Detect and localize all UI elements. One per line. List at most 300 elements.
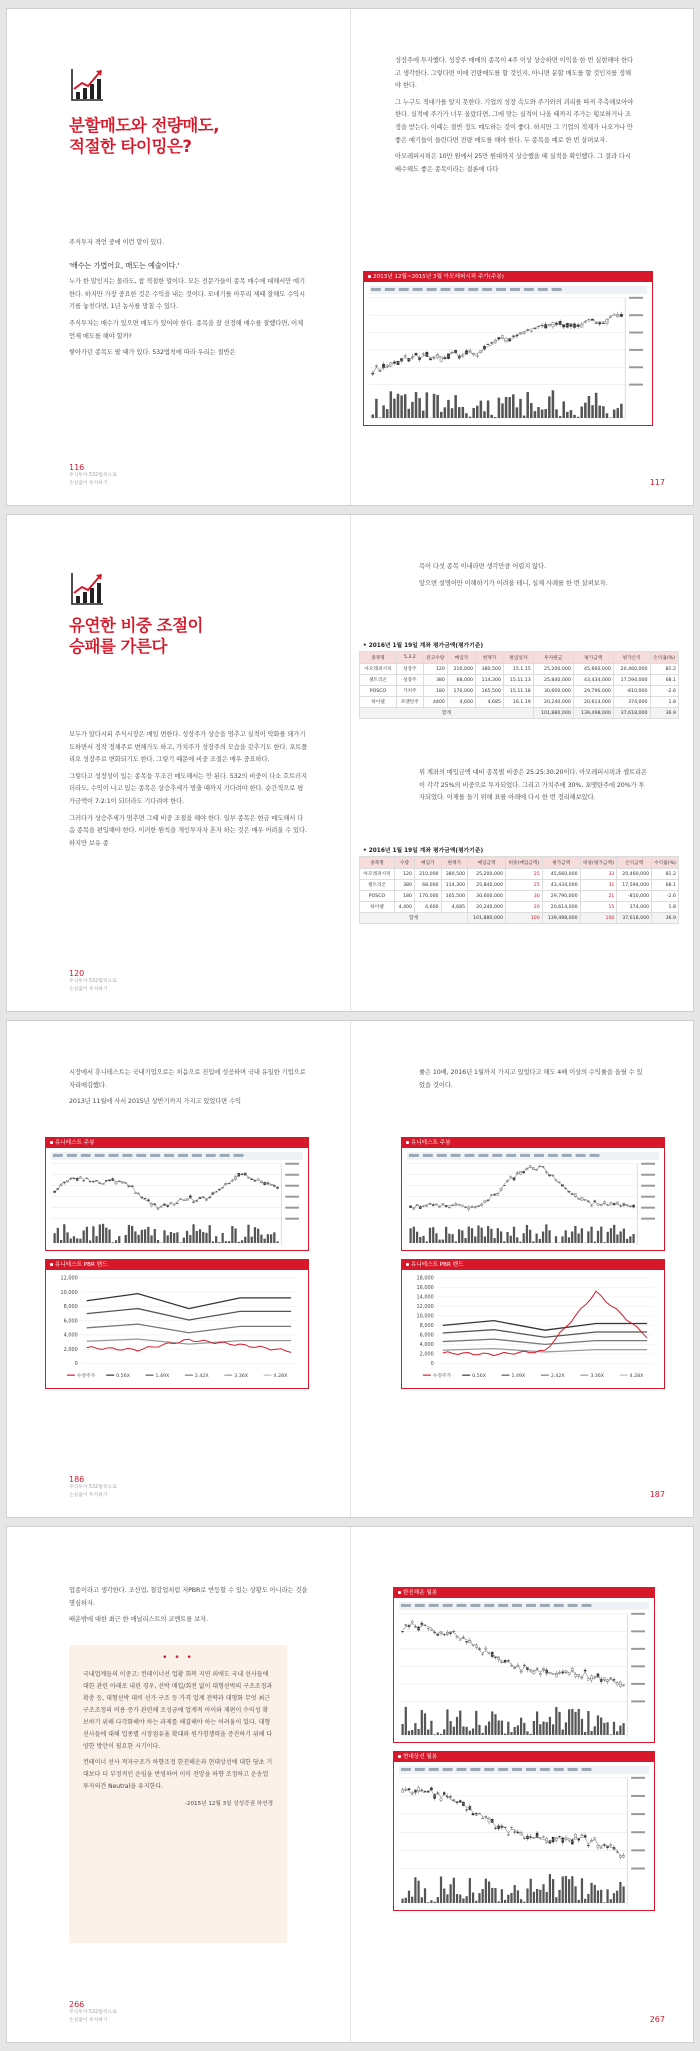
volume-bar bbox=[573, 415, 576, 418]
volume-bar bbox=[170, 1232, 172, 1243]
candle-body bbox=[426, 1206, 428, 1207]
volume-bar bbox=[510, 1732, 512, 1735]
volume-bar bbox=[590, 1883, 592, 1903]
paragraph: 쌓아가던 종목도 팔 때가 있다. 532법칙에 따라 우리는 절반은 bbox=[69, 349, 236, 357]
pbr-band-figure bbox=[45, 1259, 309, 1389]
table-cell: 4,685 bbox=[441, 902, 468, 913]
table-row bbox=[360, 664, 679, 675]
toolbar-item bbox=[524, 288, 534, 291]
volume-bar bbox=[461, 1230, 463, 1243]
rising-chart-icon bbox=[69, 571, 105, 607]
volume-bar bbox=[626, 1239, 628, 1243]
volume-bar bbox=[520, 1718, 522, 1735]
toolbar-item bbox=[164, 1154, 174, 1157]
table-cell: 15.1.15 bbox=[503, 664, 533, 675]
legend-label: 1.49X bbox=[511, 1373, 526, 1379]
paragraph: 배운밖에 대한 최근 한 애널리스트의 코멘트를 보자. bbox=[69, 1616, 208, 1624]
toolbar-item bbox=[437, 1154, 447, 1157]
table-cell: 20,240,000 bbox=[468, 902, 506, 913]
candle-body bbox=[512, 336, 515, 337]
volume-bar bbox=[450, 1884, 452, 1903]
candle-body bbox=[594, 1201, 596, 1202]
volume-bar bbox=[231, 1226, 233, 1243]
price-tick bbox=[641, 1218, 655, 1220]
y-tick-label: 6,000 bbox=[63, 1318, 78, 1325]
volume-bar bbox=[616, 1891, 618, 1903]
paragraph: 아모레퍼시픽은 10만 원에서 25만 원대까지 상승했을 때 실적을 확인했다. 그 결과 다시 배수해도 좋은 종목이라는 결론에 다다 bbox=[395, 153, 631, 173]
volume-bar bbox=[565, 1230, 567, 1243]
toolbar-item bbox=[178, 1154, 188, 1157]
volume-bar bbox=[571, 1876, 573, 1903]
table-cell: 30 bbox=[505, 891, 542, 902]
volume-bar bbox=[523, 416, 526, 418]
paragraph: 그렇다고 성장성이 있는 종목을 무조건 매도해서는 안 된다. 532의 비중이 다소 흐트러지더라도, 수익이 나고 있는 종목은 상승추세가 멈출 때까지 기다려야 한다. 순간적으로 평가금액이 7:2:1이 되더라도 기다려야 한다. bbox=[69, 772, 307, 805]
volume-bar bbox=[598, 406, 601, 418]
volume-bar bbox=[493, 1238, 495, 1243]
volume-bar bbox=[609, 418, 612, 419]
candle-body bbox=[622, 1855, 624, 1857]
volume-bar bbox=[79, 1239, 81, 1243]
volume-bar bbox=[482, 1733, 484, 1735]
volume-bar bbox=[487, 1226, 489, 1243]
toolbar-item bbox=[568, 1768, 578, 1771]
volume-bar bbox=[276, 1241, 278, 1243]
legend-label: 3.36X bbox=[590, 1373, 605, 1379]
toolbar-item bbox=[53, 1154, 63, 1157]
table-cell: 81.2 bbox=[650, 664, 679, 675]
price-tick bbox=[641, 1196, 655, 1198]
stock-chart-figure bbox=[363, 271, 653, 426]
volume-bar bbox=[437, 1732, 439, 1735]
table-cell: 165,500 bbox=[441, 891, 468, 902]
toolbar-item bbox=[371, 288, 381, 291]
volume-bar bbox=[504, 1734, 506, 1735]
stock-chart-figure bbox=[45, 1137, 309, 1251]
volume-bar bbox=[616, 1235, 618, 1244]
table-cell: -2.6 bbox=[650, 686, 679, 697]
volume-bar bbox=[570, 410, 573, 418]
volume-bar bbox=[549, 1717, 551, 1735]
y-tick-label: 6,000 bbox=[419, 1332, 434, 1339]
volume-bar bbox=[414, 1723, 416, 1735]
volume-bar bbox=[519, 399, 522, 418]
candle-body bbox=[510, 1827, 512, 1828]
volume-bar bbox=[548, 396, 551, 418]
volume-bar bbox=[209, 1225, 211, 1243]
volume-bar bbox=[408, 1891, 410, 1903]
volume-bar bbox=[429, 1228, 431, 1243]
volume-bar bbox=[487, 400, 490, 418]
moving-average-line bbox=[373, 315, 622, 374]
volume-bar bbox=[587, 1231, 589, 1243]
spread-186-187 bbox=[6, 1020, 694, 1518]
paragraph: 모두가 알다시피 주식시장은 매일 변한다. 성장주가 상승을 멈추고 실적이 악화를 돼가기도하면서 정작 정체주로 변해가도 하고, 가치주가 성장주의 모습을 갖추기도 한다. 포트폴리오 성장주로 변화되기도 한다. 그렇기 때문에 비중 조절은 매우 중요하다. bbox=[69, 731, 308, 764]
volume-bar bbox=[426, 392, 429, 418]
volume-bar bbox=[404, 394, 407, 418]
volume-bar bbox=[512, 394, 515, 418]
toolbar-item bbox=[454, 288, 464, 291]
volume-bar bbox=[92, 1226, 94, 1243]
body-text bbox=[69, 729, 309, 854]
toolbar-item bbox=[192, 1154, 202, 1157]
table-cell: 4400 bbox=[423, 697, 447, 708]
volume-bar bbox=[533, 1892, 535, 1903]
toolbar-item bbox=[451, 1154, 461, 1157]
table-cell: 30,600,000 bbox=[533, 686, 573, 697]
table-cell: 114,300 bbox=[475, 675, 503, 686]
candle-body bbox=[440, 1799, 442, 1800]
volume-bar bbox=[523, 1723, 525, 1735]
table-cell: 120 bbox=[423, 664, 447, 675]
price-tick bbox=[629, 314, 643, 316]
candle-body bbox=[459, 1640, 461, 1641]
volume-bar bbox=[581, 1719, 583, 1735]
volume-bar bbox=[488, 1882, 490, 1903]
volume-bar bbox=[411, 1730, 413, 1735]
candlestick-chart bbox=[399, 1602, 649, 1737]
volume-bar bbox=[444, 407, 447, 418]
volume-bar bbox=[413, 1227, 415, 1243]
volume-bar bbox=[447, 400, 450, 418]
candle-body bbox=[510, 1177, 512, 1178]
volume-bar bbox=[458, 1229, 460, 1243]
table-cell: 180 bbox=[394, 891, 414, 902]
volume-bar bbox=[485, 1725, 487, 1735]
volume-bar bbox=[450, 1721, 452, 1735]
table-cell: 하이델 bbox=[360, 697, 397, 708]
volume-bar bbox=[574, 1712, 576, 1735]
candle-body bbox=[482, 1654, 484, 1655]
candle-body bbox=[254, 1181, 256, 1182]
candle-body bbox=[587, 1679, 589, 1681]
volume-bar bbox=[498, 1720, 500, 1735]
volume-bar bbox=[597, 1890, 599, 1903]
volume-bar bbox=[430, 1900, 432, 1903]
table-header: 잔고수량 bbox=[423, 652, 447, 664]
table-cell: 43,434,000 bbox=[573, 675, 613, 686]
volume-bar bbox=[440, 412, 443, 418]
table-cell: 17,594,000 bbox=[613, 675, 650, 686]
toolbar-item bbox=[465, 1154, 475, 1157]
candle-body bbox=[619, 1856, 621, 1857]
volume-bar bbox=[186, 1231, 188, 1243]
volume-bar bbox=[530, 1734, 532, 1735]
toolbar-item bbox=[415, 1604, 425, 1607]
volume-bar bbox=[430, 1721, 432, 1735]
candle-body bbox=[594, 1837, 596, 1839]
candle-body bbox=[450, 1797, 452, 1798]
volume-bar bbox=[491, 1711, 493, 1735]
volume-bar bbox=[53, 1233, 55, 1243]
volume-bar bbox=[379, 417, 382, 418]
y-tick-label: 10,000 bbox=[60, 1289, 78, 1296]
table-cell: 68,000 bbox=[415, 880, 442, 891]
volume-bar bbox=[218, 1242, 220, 1243]
volume-bar bbox=[414, 1877, 416, 1903]
table-cell: 아모레퍼시픽 bbox=[360, 869, 395, 880]
volume-bar bbox=[498, 398, 501, 418]
candle-body bbox=[401, 1631, 403, 1632]
toolbar-item bbox=[498, 1768, 508, 1771]
legend-label: 2.42X bbox=[194, 1373, 209, 1379]
candle-body bbox=[577, 325, 580, 327]
table-cell: 20,460,000 bbox=[613, 664, 650, 675]
toolbar-item bbox=[443, 1768, 453, 1771]
volume-bar bbox=[433, 394, 436, 418]
candle-body bbox=[597, 1846, 599, 1848]
volume-bar bbox=[458, 407, 461, 418]
table-cell: 성장주 bbox=[397, 664, 424, 675]
table-header: 현재가 bbox=[475, 652, 503, 664]
volume-bar bbox=[477, 1226, 479, 1244]
volume-bar bbox=[401, 1899, 403, 1903]
volume-bar bbox=[565, 1722, 567, 1735]
volume-bar bbox=[436, 395, 439, 418]
volume-bar bbox=[125, 1235, 127, 1243]
volume-bar bbox=[471, 1228, 473, 1243]
table-cell: 31 bbox=[580, 880, 617, 891]
volume-bar bbox=[552, 1879, 554, 1903]
candle-body bbox=[405, 1625, 407, 1626]
volume-bar bbox=[606, 1889, 608, 1903]
volume-bar bbox=[490, 415, 493, 418]
volume-bar bbox=[440, 1877, 442, 1904]
volume-bar bbox=[453, 1878, 455, 1903]
table-cell: 45,660,000 bbox=[573, 664, 613, 675]
volume-bar bbox=[225, 1241, 227, 1243]
volume-bar bbox=[494, 417, 497, 418]
volume-bar bbox=[273, 1232, 275, 1243]
legend-label: 4.28X bbox=[629, 1373, 644, 1379]
volume-bar bbox=[446, 1894, 448, 1903]
volume-bar bbox=[76, 1238, 78, 1243]
volume-bar bbox=[507, 1895, 509, 1903]
volume-bar bbox=[173, 1233, 175, 1243]
volume-bar bbox=[622, 1723, 624, 1735]
price-tick bbox=[631, 1630, 645, 1632]
volume-bar bbox=[555, 1707, 557, 1735]
table-cell: 1.8 bbox=[650, 697, 679, 708]
volume-bar bbox=[118, 1236, 120, 1243]
volume-bar bbox=[215, 1236, 217, 1243]
volume-bar bbox=[588, 396, 591, 418]
table-header: 종목명 bbox=[360, 857, 395, 869]
volume-bar bbox=[427, 1902, 429, 1903]
y-tick-label: 8,000 bbox=[63, 1304, 78, 1311]
candle-body bbox=[443, 1792, 445, 1794]
toolbar-item bbox=[67, 1154, 77, 1157]
volume-bar bbox=[523, 1233, 525, 1243]
volume-bar bbox=[163, 1230, 165, 1243]
folio: 267 bbox=[649, 2015, 665, 2024]
volume-bar bbox=[476, 406, 479, 418]
candlestick-chart bbox=[399, 1766, 649, 1905]
candle-body bbox=[429, 1203, 431, 1204]
volume-bar bbox=[469, 1878, 471, 1903]
volume-bar bbox=[483, 411, 486, 418]
volume-bar bbox=[533, 1721, 535, 1735]
volume-bar bbox=[468, 1227, 470, 1243]
table-cell: 20,240,000 bbox=[533, 697, 573, 708]
volume-bar bbox=[519, 1242, 521, 1243]
candle-body bbox=[600, 1848, 602, 1849]
toolbar-item bbox=[590, 1154, 600, 1157]
candle-body bbox=[450, 1633, 452, 1634]
volume-bar bbox=[561, 1236, 563, 1243]
volume-bar bbox=[408, 409, 411, 418]
volume-bar bbox=[610, 1734, 612, 1735]
volume-bar bbox=[508, 397, 511, 418]
volume-bar bbox=[451, 408, 454, 418]
table-cell: 4,600 bbox=[447, 697, 475, 708]
volume-bar bbox=[478, 1893, 480, 1903]
candle-body bbox=[555, 323, 558, 324]
paragraph: 그 누구도 적대가를 알지 못한다. 기업의 성장 속도와 주가와의 괴리를 따져 추측해보아야 한다. 실적에 주가가 너무 올랐다면, 그에 맞는 실적이 나올 때까지 주가는 횡보하거나 조정을 받는다. 이때는 절반 정도 매도하는 것이 좋다. 하지만 그 기업의 적재가 나오거나 안 좋은 얘기들이 들린다면 전량 매도를 해야 한다. 두 종목을 예로 한 번 살펴보자. bbox=[395, 98, 634, 144]
toolbar-item bbox=[385, 288, 395, 291]
volume-bar bbox=[475, 1711, 477, 1735]
paragraph: 업종이라고 생각한다. 조선업, 철강업처럼 저PBR로 반등할 수 있는 상황도 아니라는 것을 명심하자. bbox=[69, 1587, 308, 1607]
candle-body bbox=[442, 1203, 444, 1204]
paragraph: 주식투자는 매수가 있으면 매도가 있어야 한다. 종목을 잘 선정해 매수를 잘했다면, 이제 언제 매도를 해야 할까? bbox=[69, 319, 304, 340]
volume-bar bbox=[115, 1240, 117, 1243]
price-tick bbox=[285, 1196, 299, 1198]
pbr-band-line bbox=[87, 1339, 291, 1344]
volume-bar bbox=[372, 414, 375, 418]
volume-bar bbox=[544, 409, 547, 418]
volume-bar bbox=[451, 1234, 453, 1243]
table-header: 5.3.2 bbox=[397, 652, 424, 664]
volume-bar bbox=[591, 405, 594, 418]
volume-bar bbox=[137, 1235, 139, 1243]
volume-bar bbox=[587, 1711, 589, 1735]
volume-bar bbox=[541, 409, 544, 418]
volume-bar bbox=[590, 1731, 592, 1735]
paragraph: 앞으면 설명이만 이해하기가 어려울 테니, 실제 사례를 한 번 살펴보자. bbox=[419, 579, 608, 587]
candle-body bbox=[523, 1665, 525, 1666]
candle-body bbox=[427, 1628, 429, 1629]
price-tick bbox=[285, 1207, 299, 1209]
volume-bar bbox=[456, 1717, 458, 1735]
price-tick bbox=[629, 349, 643, 351]
volume-bar bbox=[594, 1885, 596, 1903]
y-tick-label: 12,000 bbox=[60, 1275, 78, 1282]
toolbar-item bbox=[109, 1154, 119, 1157]
candlestick-chart bbox=[407, 1152, 659, 1245]
toolbar-item bbox=[468, 288, 478, 291]
y-tick-label: 0 bbox=[430, 1361, 434, 1368]
toolbar-item bbox=[150, 1154, 160, 1157]
page-116 bbox=[7, 9, 351, 505]
volume-bar bbox=[442, 1240, 444, 1243]
table-row bbox=[360, 880, 679, 891]
volume-bar bbox=[397, 394, 400, 418]
volume-bar bbox=[607, 1232, 609, 1243]
table-row bbox=[360, 902, 679, 913]
toolbar-item bbox=[470, 1768, 480, 1771]
volume-bar bbox=[400, 395, 403, 418]
volume-bar bbox=[536, 1711, 538, 1735]
volume-bar bbox=[491, 1888, 493, 1903]
candle-body bbox=[176, 1203, 178, 1204]
body-text bbox=[419, 561, 647, 594]
table-cell: 33 bbox=[580, 869, 617, 880]
toolbar-item bbox=[526, 1768, 536, 1771]
volume-bar bbox=[594, 1726, 596, 1735]
volume-bar bbox=[443, 1729, 445, 1735]
volume-bar bbox=[183, 1238, 185, 1243]
price-tick bbox=[641, 1174, 655, 1176]
legend-label: 0.56X bbox=[116, 1373, 130, 1379]
volume-bar bbox=[526, 1731, 528, 1735]
price-tick bbox=[631, 1648, 645, 1650]
volume-bar bbox=[465, 413, 468, 418]
candle-body bbox=[530, 331, 533, 332]
candle-body bbox=[379, 371, 382, 372]
candle-body bbox=[421, 1790, 423, 1791]
figure-title: 유니테스트 주봉 bbox=[46, 1138, 308, 1148]
table-row bbox=[360, 686, 679, 697]
toolbar-item bbox=[423, 1154, 433, 1157]
toolbar-item bbox=[552, 288, 562, 291]
volume-bar bbox=[530, 403, 533, 418]
table-row bbox=[360, 697, 679, 708]
volume-bar bbox=[131, 1226, 133, 1243]
candle-body bbox=[404, 356, 407, 357]
candle-body bbox=[466, 1641, 468, 1642]
volume-bar bbox=[497, 1228, 499, 1243]
legend-label: 수정주가 bbox=[76, 1373, 96, 1379]
candle-body bbox=[475, 1813, 477, 1814]
candle-body bbox=[375, 366, 378, 367]
stock-chart-figure bbox=[401, 1137, 665, 1251]
volume-bar bbox=[501, 403, 504, 418]
volume-bar bbox=[552, 390, 555, 418]
candle-body bbox=[118, 1181, 120, 1182]
table-cell: 아모레퍼시픽 bbox=[360, 664, 397, 675]
volume-bar bbox=[459, 1711, 461, 1735]
volume-bar bbox=[66, 1232, 68, 1243]
volume-bar bbox=[445, 1227, 447, 1243]
table-cell: 25,200,000 bbox=[533, 664, 573, 675]
volume-bar bbox=[435, 1233, 437, 1243]
volume-bar bbox=[478, 1725, 480, 1735]
toolbar-item bbox=[401, 1604, 411, 1607]
volume-bar bbox=[202, 1232, 204, 1243]
toolbar-item bbox=[562, 1154, 572, 1157]
toolbar-item bbox=[81, 1154, 91, 1157]
volume-bar bbox=[393, 399, 396, 418]
table-header: 현재가 bbox=[441, 857, 468, 869]
volume-bar bbox=[546, 1892, 548, 1903]
spread-120-121 bbox=[6, 514, 694, 1012]
table-row bbox=[360, 891, 679, 902]
folio: 187 bbox=[649, 1490, 665, 1499]
candle-body bbox=[424, 1791, 426, 1792]
toolbar-item bbox=[510, 288, 520, 291]
toolbar-item bbox=[136, 1154, 146, 1157]
volume-bar bbox=[424, 1888, 426, 1903]
volume-bar bbox=[112, 1242, 114, 1243]
candle-body bbox=[629, 1206, 631, 1207]
volume-bar bbox=[562, 401, 565, 418]
volume-bar bbox=[196, 1231, 198, 1243]
volume-bar bbox=[440, 1734, 442, 1735]
volume-bar bbox=[426, 1241, 428, 1243]
candle-body bbox=[386, 365, 389, 366]
volume-bar bbox=[244, 1237, 246, 1243]
volume-bar bbox=[620, 404, 623, 418]
volume-bar bbox=[584, 1899, 586, 1903]
